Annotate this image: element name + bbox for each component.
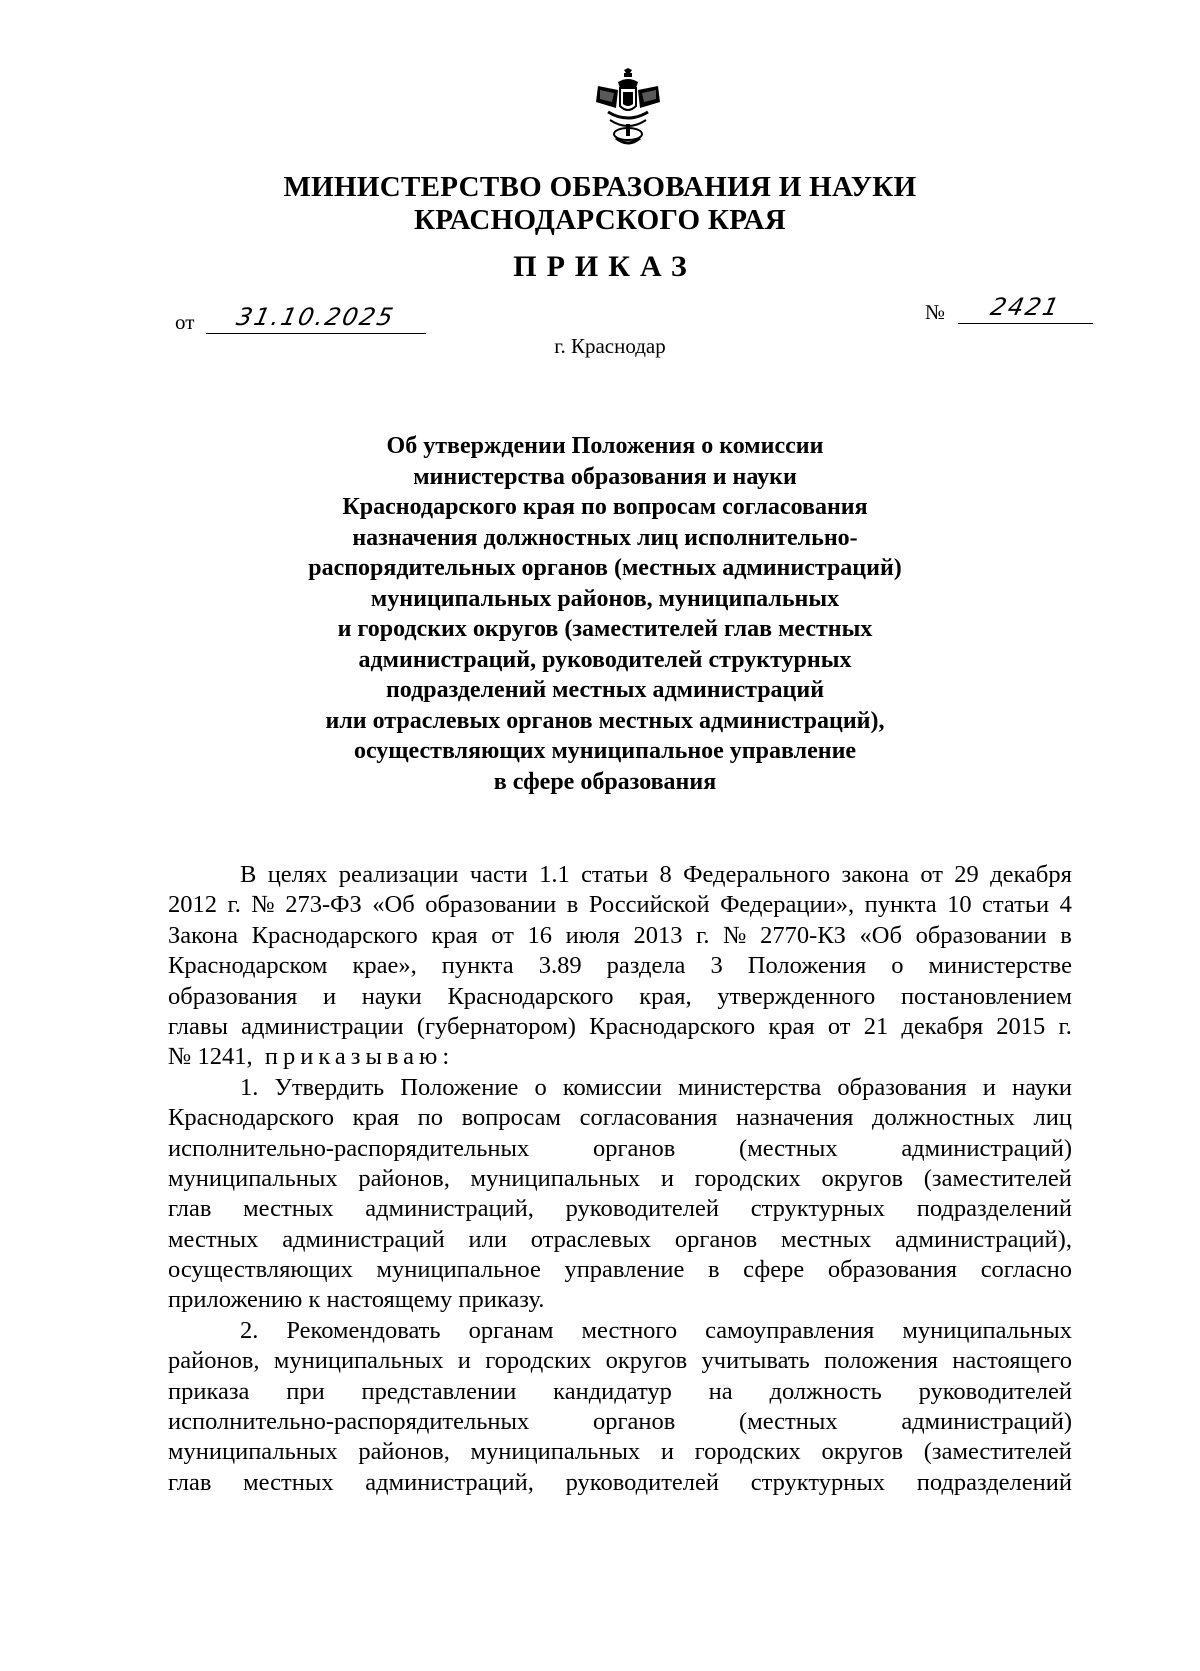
- body-line: [168, 1103, 1072, 1133]
- order-body: [168, 860, 1072, 1498]
- body-word: представлении: [361, 1377, 517, 1405]
- body-word: муниципальных: [470, 1164, 641, 1192]
- body-word: пункта: [864, 891, 937, 919]
- body-word: края: [768, 1012, 815, 1040]
- body-word: г.: [1058, 1012, 1072, 1040]
- body-word: муниципальное: [376, 1256, 541, 1284]
- subject-line: назначения должностных лиц исполнительно-: [352, 524, 858, 551]
- body-word: назначения: [735, 1104, 854, 1132]
- body-line: [168, 1468, 1072, 1498]
- body-line: [168, 1255, 1072, 1285]
- body-line: [168, 1073, 1072, 1103]
- body-word: 2013: [633, 921, 683, 949]
- body-word: Федерального: [683, 861, 831, 888]
- body-word: министерства: [678, 1073, 822, 1101]
- body-word: 21: [863, 1012, 889, 1040]
- body-word: местного: [581, 1316, 678, 1344]
- date-prefix: от: [175, 310, 195, 334]
- subject-line: и городских округов (заместителей глав местных: [337, 616, 873, 642]
- number-field: [925, 295, 1093, 324]
- body-word: или: [468, 1225, 507, 1253]
- body-word: декабря: [990, 861, 1072, 888]
- body-word: районов,: [168, 1347, 260, 1375]
- body-word: г.: [227, 891, 241, 919]
- ministry-name-line-1: МИНИСТЕРСТВО ОБРАЗОВАНИЯ И НАУКИ: [283, 171, 917, 203]
- body-word: глав: [168, 1468, 212, 1496]
- body-word: от: [491, 921, 514, 949]
- body-word: по: [417, 1104, 443, 1132]
- body-word: администрации: [241, 1012, 404, 1040]
- coat-of-arms-emblem: [594, 68, 662, 150]
- body-word: науки: [361, 982, 422, 1010]
- body-word: статьи: [982, 891, 1050, 919]
- body-word: 1.1: [539, 861, 570, 888]
- body-word: комиссии: [562, 1073, 662, 1101]
- body-text: № 1241,: [168, 1043, 253, 1071]
- body-word: муниципальных: [168, 1164, 338, 1192]
- body-word: В: [240, 861, 257, 888]
- body-word: администраций,: [365, 1468, 534, 1496]
- body-word: реализации: [338, 861, 459, 888]
- city: г. Краснодар: [554, 334, 666, 358]
- subject-line: администраций, руководителей структурных: [358, 646, 852, 673]
- body-line: [168, 921, 1072, 951]
- body-word: 2770-КЗ: [760, 921, 846, 949]
- body-word: округов: [821, 1164, 904, 1192]
- body-word: структурных: [750, 1195, 886, 1223]
- body-line: [168, 1377, 1072, 1407]
- date-underline: [206, 305, 426, 334]
- body-word: приказа: [168, 1377, 250, 1405]
- body-word: 273-ФЗ: [285, 891, 362, 919]
- body-word: администраций: [282, 1225, 445, 1253]
- subject-line: в сфере образования: [493, 768, 717, 795]
- ministry-name: [0, 171, 1200, 237]
- body-word: о: [534, 1073, 547, 1101]
- body-word: самоуправления: [705, 1316, 875, 1344]
- subject-line: осуществляющих муниципальное управление: [353, 738, 857, 764]
- body-word: главы: [168, 1012, 228, 1040]
- body-word: 2015: [996, 1012, 1046, 1040]
- body-word: (заместителей: [923, 1164, 1072, 1192]
- subject-line: Об утверждении Положения о комиссии: [386, 433, 824, 459]
- body-word: науки: [1011, 1073, 1072, 1101]
- body-line: [168, 1164, 1072, 1194]
- body-word: (губернатором): [416, 1012, 576, 1040]
- body-word: Положения: [747, 952, 867, 980]
- body-word: городских: [694, 1164, 801, 1192]
- body-word: от: [920, 861, 943, 888]
- order-subject: [0, 431, 1200, 797]
- body-word: 2012: [168, 891, 217, 919]
- body-line: [168, 860, 1072, 890]
- body-word: и: [457, 1347, 471, 1375]
- body-word: и: [660, 1164, 674, 1192]
- body-word: городских: [694, 1438, 801, 1466]
- body-word: края: [352, 1104, 399, 1132]
- body-word: крае»,: [352, 952, 417, 980]
- body-word: органов: [592, 1408, 676, 1436]
- body-word: Положение: [400, 1073, 519, 1101]
- body-word: образования: [827, 1256, 958, 1284]
- body-word: местных: [243, 1468, 334, 1496]
- body-word: министерстве: [928, 952, 1072, 980]
- body-word: в: [566, 891, 579, 919]
- body-line: [168, 1134, 1072, 1164]
- body-word: администраций,: [365, 1195, 534, 1223]
- body-word: районов,: [358, 1164, 450, 1192]
- body-word: (местных: [739, 1408, 838, 1436]
- body-word: утвержденного: [717, 982, 876, 1010]
- body-word: руководителей: [565, 1468, 720, 1496]
- body-word: декабря: [901, 1012, 984, 1040]
- body-line: [168, 1407, 1072, 1437]
- body-word: и: [982, 1073, 996, 1101]
- body-word: постановлением: [900, 982, 1072, 1010]
- body-word: местных: [780, 1225, 872, 1253]
- body-word: кандидатур: [553, 1377, 672, 1405]
- body-word: в: [707, 1256, 720, 1284]
- body-line: [168, 1316, 1072, 1346]
- body-word: Российской: [588, 891, 710, 919]
- body-word: г.: [696, 921, 710, 949]
- body-word: Краснодарском: [168, 952, 328, 980]
- body-word: лиц: [1033, 1104, 1072, 1132]
- body-line: [168, 1346, 1072, 1376]
- number-underline: [958, 295, 1093, 324]
- subject-line: подразделений местных администраций: [385, 677, 825, 703]
- body-line: [168, 890, 1072, 920]
- body-word: «Об: [372, 891, 415, 919]
- order-verb: приказываю:: [264, 1043, 455, 1071]
- body-word: «Об: [859, 921, 902, 949]
- body-word: местных: [168, 1225, 259, 1253]
- body-word: №: [251, 891, 275, 919]
- body-word: согласно: [980, 1256, 1072, 1284]
- body-word: согласования: [579, 1104, 718, 1132]
- body-word: при: [286, 1377, 325, 1405]
- body-word: 2.: [240, 1316, 259, 1344]
- body-word: настоящего: [952, 1347, 1072, 1375]
- body-word: муниципальных: [168, 1438, 338, 1466]
- body-line: [168, 1225, 1072, 1255]
- body-word: должность: [769, 1377, 882, 1405]
- body-word: 3: [710, 952, 723, 980]
- subject-line: Краснодарского края по вопросам согласования: [342, 494, 868, 520]
- date-handwritten: 31.10.2025: [233, 303, 398, 331]
- body-word: пункта: [441, 952, 514, 980]
- body-word: органам: [468, 1316, 554, 1344]
- body-word: исполнительно-распорядительных: [168, 1408, 530, 1436]
- body-line: [168, 951, 1072, 981]
- body-word: целях: [267, 861, 328, 888]
- body-word: администраций): [901, 1408, 1072, 1436]
- number-handwritten: 2421: [988, 293, 1064, 321]
- body-word: районов,: [358, 1438, 450, 1466]
- body-word: образовании: [915, 921, 1047, 949]
- date-field: [175, 305, 426, 334]
- body-word: местных: [243, 1195, 334, 1223]
- body-word: образования: [837, 1073, 967, 1101]
- number-prefix: №: [925, 300, 946, 324]
- body-word: №: [723, 921, 747, 949]
- subject-line: или отраслевых органов местных администраций),: [325, 707, 885, 734]
- body-word: Краснодарского: [447, 982, 614, 1010]
- body-word: Краснодарского: [251, 921, 418, 949]
- body-word: 8: [659, 861, 672, 888]
- body-word: округов: [605, 1347, 688, 1375]
- body-line: [168, 1437, 1072, 1467]
- body-word: должностных: [871, 1104, 1015, 1132]
- body-word: городских: [485, 1347, 592, 1375]
- body-word: отраслевых: [530, 1225, 652, 1253]
- body-word: Рекомендовать: [286, 1316, 441, 1344]
- body-word: подразделений: [916, 1468, 1072, 1496]
- body-word: осуществляющих: [168, 1256, 353, 1284]
- body-line-order-verb: [168, 1042, 1072, 1072]
- body-word: и: [322, 982, 337, 1010]
- body-word: учитывать: [701, 1347, 810, 1375]
- body-line: [168, 1012, 1072, 1042]
- body-word: вопросам: [461, 1104, 561, 1132]
- subject-line: распорядительных органов (местных администраций): [308, 555, 902, 581]
- body-word: и: [660, 1438, 674, 1466]
- body-word: 1.: [240, 1073, 259, 1101]
- body-word: округов: [821, 1438, 904, 1466]
- body-word: части: [469, 861, 528, 888]
- body-word: 4: [1059, 891, 1072, 919]
- body-word: на: [708, 1377, 733, 1405]
- body-word: Федерации»,: [720, 891, 855, 919]
- coat-of-arms-icon: [594, 68, 662, 150]
- body-line: [168, 982, 1072, 1012]
- body-word: исполнительно-распорядительных: [168, 1134, 530, 1162]
- body-word: руководителей: [918, 1377, 1072, 1405]
- body-word: июля: [565, 921, 620, 949]
- body-word: положения: [824, 1347, 938, 1375]
- body-word: раздела: [606, 952, 686, 980]
- subject-line: муниципальных районов, муниципальных: [370, 585, 840, 612]
- body-word: в: [1060, 921, 1072, 949]
- body-word: (заместителей: [923, 1438, 1072, 1466]
- body-word: 16: [527, 921, 552, 949]
- body-word: Закона: [168, 921, 239, 949]
- body-line: [168, 1285, 1072, 1315]
- body-word: управление: [564, 1256, 685, 1284]
- body-word: образования: [168, 982, 298, 1010]
- body-word: глав: [168, 1195, 212, 1223]
- order-title: ПРИКАЗ: [513, 250, 697, 283]
- body-word: муниципальных: [902, 1316, 1072, 1344]
- body-word: о: [891, 952, 904, 980]
- body-text: приложению к настоящему приказу.: [168, 1286, 545, 1314]
- body-word: образовании: [425, 891, 557, 919]
- body-word: структурных: [750, 1468, 886, 1496]
- body-word: 3.89: [538, 952, 582, 980]
- subject-line: министерства образования и науки: [413, 463, 797, 490]
- body-word: Краснодарского: [589, 1012, 756, 1040]
- ministry-name-line-2: КРАСНОДАРСКОГО КРАЯ: [413, 204, 787, 236]
- body-word: края: [431, 921, 478, 949]
- body-word: закона: [841, 861, 909, 888]
- body-word: муниципальных: [273, 1347, 444, 1375]
- body-word: (местных: [739, 1134, 838, 1162]
- body-word: муниципальных: [470, 1438, 641, 1466]
- body-word: подразделений: [916, 1195, 1072, 1223]
- body-word: 29: [954, 861, 979, 888]
- body-word: Утвердить: [274, 1073, 385, 1101]
- body-line: [168, 1194, 1072, 1224]
- body-word: Краснодарского: [168, 1104, 335, 1132]
- body-word: края,: [639, 982, 692, 1010]
- body-word: 10: [947, 891, 972, 919]
- body-word: от: [827, 1012, 851, 1040]
- body-word: статьи: [581, 861, 649, 888]
- body-word: сфере: [743, 1256, 805, 1284]
- body-word: администраций),: [895, 1225, 1072, 1253]
- body-word: руководителей: [565, 1195, 720, 1223]
- body-word: органов: [674, 1225, 758, 1253]
- body-word: администраций): [901, 1134, 1072, 1162]
- body-word: органов: [592, 1134, 676, 1162]
